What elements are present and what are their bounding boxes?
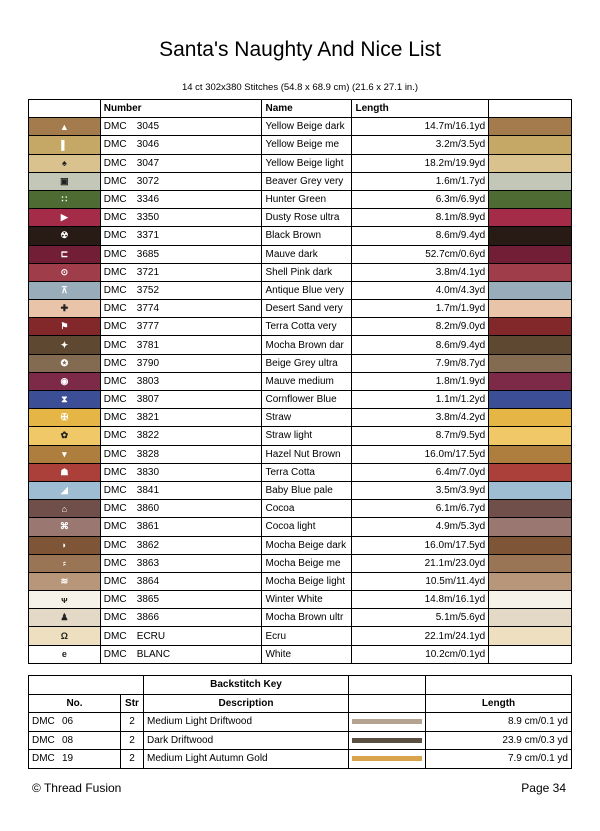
thread-brand: DMC [103, 448, 127, 460]
thread-length: 16.0m/17.5yd [352, 445, 489, 463]
backstitch-code: 06 [62, 716, 74, 728]
thread-number [100, 209, 262, 227]
thread-brand: DMC [103, 194, 127, 206]
thread-length: 52.7cm/0.6yd [352, 245, 489, 263]
backstitch-number [29, 713, 121, 732]
thread-symbol: Ω [29, 627, 101, 645]
thread-code: 3862 [136, 539, 160, 551]
thread-code: 3685 [136, 248, 160, 260]
thread-number [100, 281, 262, 299]
thread-row [29, 136, 572, 154]
swatch-column-header [489, 100, 572, 118]
thread-symbol: ☗ [29, 463, 101, 481]
thread-color-swatch [489, 572, 572, 590]
thread-color-swatch [489, 154, 572, 172]
thread-name: Cocoa light [262, 518, 352, 536]
thread-brand: DMC [103, 557, 127, 569]
thread-symbol: ◉ [29, 372, 101, 390]
thread-color-swatch [489, 609, 572, 627]
backstitch-line-sample [349, 713, 426, 732]
backstitch-brand: DMC [32, 716, 55, 728]
thread-symbol: ✦ [29, 336, 101, 354]
thread-row [29, 572, 572, 590]
thread-row [29, 172, 572, 190]
thread-name: Baby Blue pale [262, 481, 352, 499]
thread-row [29, 500, 572, 518]
thread-length: 1.6m/1.7yd [352, 172, 489, 190]
number-column-header: Number [100, 100, 262, 118]
backstitch-strands: 2 [121, 731, 144, 750]
backstitch-line-header [349, 694, 426, 713]
thread-row [29, 391, 572, 409]
thread-length: 6.4m/7.0yd [352, 463, 489, 481]
thread-brand: DMC [103, 612, 127, 624]
backstitch-strands: 2 [121, 713, 144, 732]
backstitch-description: Dark Driftwood [144, 731, 349, 750]
thread-brand: DMC [103, 648, 127, 660]
backstitch-strands: 2 [121, 750, 144, 769]
thread-row [29, 591, 572, 609]
thread-color-swatch [489, 136, 572, 154]
thread-row [29, 518, 572, 536]
thread-brand: DMC [103, 284, 127, 296]
backstitch-brand: DMC [32, 753, 55, 765]
thread-symbol: ⸗ [29, 554, 101, 572]
thread-code: 3371 [136, 230, 160, 242]
thread-name: Mocha Beige dark [262, 536, 352, 554]
backstitch-row [29, 731, 572, 750]
backstitch-brand: DMC [32, 734, 55, 746]
backstitch-line-sample [349, 750, 426, 769]
backstitch-title-spacer-left [29, 676, 144, 695]
name-column-header: Name [262, 100, 352, 118]
thread-length: 16.0m/17.5yd [352, 536, 489, 554]
thread-row [29, 554, 572, 572]
thread-symbol: ♟ [29, 609, 101, 627]
backstitch-description: Medium Light Autumn Gold [144, 750, 349, 769]
thread-color-swatch [489, 409, 572, 427]
backstitch-length-header: Length [426, 694, 572, 713]
thread-row [29, 481, 572, 499]
thread-brand: DMC [103, 412, 127, 424]
thread-length: 4.9m/5.3yd [352, 518, 489, 536]
backstitch-title-row [29, 676, 572, 695]
thread-color-swatch [489, 591, 572, 609]
thread-symbol: ▶ [29, 209, 101, 227]
thread-row [29, 445, 572, 463]
thread-brand: DMC [103, 485, 127, 497]
thread-symbol: ≋ [29, 572, 101, 590]
thread-number [100, 554, 262, 572]
backstitch-number [29, 750, 121, 769]
thread-symbol: ▣ [29, 172, 101, 190]
thread-length: 10.5m/11.4yd [352, 572, 489, 590]
thread-color-swatch [489, 245, 572, 263]
thread-number [100, 190, 262, 208]
thread-row [29, 245, 572, 263]
thread-symbol: ▾ [29, 445, 101, 463]
thread-name: Terra Cotta very [262, 318, 352, 336]
thread-code: 3346 [136, 194, 160, 206]
thread-name: Beaver Grey very [262, 172, 352, 190]
thread-length: 14.8m/16.1yd [352, 591, 489, 609]
thread-symbol: ᴪ [29, 591, 101, 609]
thread-row [29, 536, 572, 554]
thread-length: 3.8m/4.2yd [352, 409, 489, 427]
thread-row [29, 609, 572, 627]
backstitch-key-table [28, 675, 572, 769]
thread-symbol: ♠ [29, 154, 101, 172]
thread-number [100, 463, 262, 481]
thread-code: 3865 [136, 594, 160, 606]
thread-color-swatch [489, 391, 572, 409]
thread-number [100, 500, 262, 518]
thread-length: 14.7m/16.1yd [352, 118, 489, 136]
thread-code: BLANC [136, 648, 171, 660]
backstitch-code: 19 [62, 753, 74, 765]
thread-symbol: ✿ [29, 427, 101, 445]
thread-number [100, 518, 262, 536]
thread-number [100, 609, 262, 627]
thread-code: 3864 [136, 575, 160, 587]
backstitch-title-spacer-right [426, 676, 572, 695]
thread-brand: DMC [103, 175, 127, 187]
page-title: Santa's Naughty And Nice List [159, 38, 441, 61]
thread-color-swatch [489, 300, 572, 318]
thread-color-swatch [489, 554, 572, 572]
pattern-size-info: 14 ct 302x380 Stitches (54.8 x 68.9 cm) (21.6 x 27.1 in.) [181, 82, 419, 93]
thread-length: 1.7m/1.9yd [352, 300, 489, 318]
thread-symbol: ◗ [29, 536, 101, 554]
thread-brand: DMC [103, 266, 127, 278]
thread-symbol: ☢ [29, 227, 101, 245]
thread-length: 8.6m/9.4yd [352, 336, 489, 354]
thread-symbol: ⊼ [29, 281, 101, 299]
thread-code: 3830 [136, 466, 160, 478]
thread-length: 4.0m/4.3yd [352, 281, 489, 299]
thread-length: 8.6m/9.4yd [352, 227, 489, 245]
thread-symbol: ▲ [29, 118, 101, 136]
thread-color-swatch [489, 500, 572, 518]
thread-number [100, 372, 262, 390]
thread-symbol: ▌ [29, 136, 101, 154]
thread-length: 21.1m/23.0yd [352, 554, 489, 572]
thread-name: Mauve medium [262, 372, 352, 390]
thread-row [29, 336, 572, 354]
thread-symbol: ✠ [29, 409, 101, 427]
thread-color-table [28, 99, 572, 664]
thread-length: 8.2m/9.0yd [352, 318, 489, 336]
backstitch-number [29, 731, 121, 750]
thread-code: 3350 [136, 212, 160, 224]
thread-symbol: ✚ [29, 300, 101, 318]
thread-code: 3803 [136, 375, 160, 387]
thread-number [100, 391, 262, 409]
thread-number [100, 227, 262, 245]
thread-row [29, 281, 572, 299]
thread-symbol: ⌘ [29, 518, 101, 536]
backstitch-length: 7.9 cm/0.1 yd [426, 750, 572, 769]
thread-symbol: ∷ [29, 190, 101, 208]
thread-row [29, 463, 572, 481]
thread-brand: DMC [103, 139, 127, 151]
thread-number [100, 245, 262, 263]
thread-number [100, 300, 262, 318]
thread-brand: DMC [103, 594, 127, 606]
thread-color-swatch [489, 481, 572, 499]
thread-number [100, 445, 262, 463]
thread-code: 3752 [136, 284, 160, 296]
thread-length: 22.1m/24.1yd [352, 627, 489, 645]
thread-row [29, 300, 572, 318]
thread-number [100, 591, 262, 609]
thread-brand: DMC [103, 303, 127, 315]
thread-brand: DMC [103, 375, 127, 387]
thread-code: 3774 [136, 303, 160, 315]
thread-name: Ecru [262, 627, 352, 645]
thread-symbol: e [29, 645, 101, 663]
thread-table-header-row [29, 100, 572, 118]
thread-row [29, 627, 572, 645]
thread-code: 3866 [136, 612, 160, 624]
thread-color-swatch [489, 536, 572, 554]
backstitch-length: 8.9 cm/0.1 yd [426, 713, 572, 732]
thread-length: 1.1m/1.2yd [352, 391, 489, 409]
thread-code: 3721 [136, 266, 160, 278]
thread-number [100, 136, 262, 154]
thread-code: 3807 [136, 394, 160, 406]
thread-code: 3841 [136, 485, 160, 497]
thread-row [29, 190, 572, 208]
thread-name: Dusty Rose ultra [262, 209, 352, 227]
thread-code: 3046 [136, 139, 160, 151]
backstitch-code: 08 [62, 734, 74, 746]
thread-code: 3863 [136, 557, 160, 569]
thread-name: Mocha Brown ultr [262, 609, 352, 627]
thread-number [100, 427, 262, 445]
thread-name: Mauve dark [262, 245, 352, 263]
thread-length: 6.3m/6.9yd [352, 190, 489, 208]
thread-color-swatch [489, 318, 572, 336]
thread-number [100, 154, 262, 172]
thread-brand: DMC [103, 630, 127, 642]
backstitch-description: Medium Light Driftwood [144, 713, 349, 732]
thread-code: ECRU [136, 630, 166, 642]
backstitch-str-header: Str [121, 694, 144, 713]
thread-brand: DMC [103, 394, 127, 406]
backstitch-row [29, 750, 572, 769]
thread-number [100, 409, 262, 427]
thread-number [100, 263, 262, 281]
backstitch-key-title: Backstitch Key [144, 676, 349, 695]
thread-code: 3860 [136, 503, 160, 515]
thread-length: 3.2m/3.5yd [352, 136, 489, 154]
thread-symbol: ⊏ [29, 245, 101, 263]
thread-length: 5.1m/5.6yd [352, 609, 489, 627]
thread-code: 3861 [136, 521, 160, 533]
thread-brand: DMC [103, 212, 127, 224]
page-number: Page 34 [521, 781, 566, 795]
thread-number [100, 336, 262, 354]
thread-number [100, 354, 262, 372]
thread-row [29, 118, 572, 136]
thread-row [29, 372, 572, 390]
thread-code: 3781 [136, 339, 160, 351]
thread-color-swatch [489, 354, 572, 372]
thread-name: Terra Cotta [262, 463, 352, 481]
thread-brand: DMC [103, 521, 127, 533]
thread-color-swatch [489, 627, 572, 645]
thread-brand: DMC [103, 503, 127, 515]
thread-name: Yellow Beige me [262, 136, 352, 154]
thread-code: 3045 [136, 121, 160, 133]
thread-code: 3047 [136, 157, 160, 169]
thread-name: Beige Grey ultra [262, 354, 352, 372]
backstitch-line-swatch [352, 738, 422, 743]
thread-number [100, 172, 262, 190]
thread-brand: DMC [103, 321, 127, 333]
thread-length: 3.8m/4.1yd [352, 263, 489, 281]
thread-length: 10.2cm/0.1yd [352, 645, 489, 663]
thread-brand: DMC [103, 539, 127, 551]
thread-color-swatch [489, 427, 572, 445]
thread-name: Antique Blue very [262, 281, 352, 299]
backstitch-no-header: No. [29, 694, 121, 713]
thread-name: Shell Pink dark [262, 263, 352, 281]
thread-code: 3072 [136, 175, 160, 187]
thread-brand: DMC [103, 466, 127, 478]
thread-name: Cornflower Blue [262, 391, 352, 409]
thread-number [100, 572, 262, 590]
thread-color-swatch [489, 209, 572, 227]
thread-length: 6.1m/6.7yd [352, 500, 489, 518]
thread-brand: DMC [103, 230, 127, 242]
thread-name: Desert Sand very [262, 300, 352, 318]
thread-row [29, 227, 572, 245]
thread-name: White [262, 645, 352, 663]
thread-color-swatch [489, 463, 572, 481]
thread-row [29, 427, 572, 445]
thread-row [29, 263, 572, 281]
thread-name: Cocoa [262, 500, 352, 518]
thread-code: 3790 [136, 357, 160, 369]
backstitch-length: 23.9 cm/0.3 yd [426, 731, 572, 750]
thread-code: 3777 [136, 321, 160, 333]
thread-name: Hazel Nut Brown [262, 445, 352, 463]
thread-number [100, 481, 262, 499]
thread-name: Straw [262, 409, 352, 427]
thread-length: 8.7m/9.5yd [352, 427, 489, 445]
thread-name: Black Brown [262, 227, 352, 245]
backstitch-line-swatch [352, 719, 422, 724]
thread-row [29, 209, 572, 227]
thread-number [100, 536, 262, 554]
backstitch-header-row [29, 694, 572, 713]
backstitch-description-header: Description [144, 694, 349, 713]
thread-brand: DMC [103, 575, 127, 587]
thread-number [100, 318, 262, 336]
thread-row [29, 354, 572, 372]
thread-color-swatch [489, 281, 572, 299]
thread-color-swatch [489, 227, 572, 245]
thread-brand: DMC [103, 339, 127, 351]
copyright-text: © Thread Fusion [32, 781, 122, 795]
thread-name: Straw light [262, 427, 352, 445]
thread-color-swatch [489, 118, 572, 136]
thread-length: 3.5m/3.9yd [352, 481, 489, 499]
backstitch-row [29, 713, 572, 732]
thread-color-swatch [489, 190, 572, 208]
thread-length: 1.8m/1.9yd [352, 372, 489, 390]
thread-number [100, 627, 262, 645]
thread-number [100, 118, 262, 136]
thread-symbol: ⊙ [29, 263, 101, 281]
thread-row [29, 318, 572, 336]
thread-color-swatch [489, 445, 572, 463]
thread-length: 7.9m/8.7yd [352, 354, 489, 372]
thread-code: 3822 [136, 430, 160, 442]
thread-number [100, 645, 262, 663]
thread-code: 3821 [136, 412, 160, 424]
thread-brand: DMC [103, 157, 127, 169]
thread-length: 8.1m/8.9yd [352, 209, 489, 227]
thread-name: Mocha Beige me [262, 554, 352, 572]
thread-name: Winter White [262, 591, 352, 609]
length-column-header: Length [352, 100, 489, 118]
thread-color-swatch [489, 518, 572, 536]
thread-name: Yellow Beige dark [262, 118, 352, 136]
thread-symbol: ✪ [29, 354, 101, 372]
thread-symbol: ⧗ [29, 391, 101, 409]
thread-color-swatch [489, 263, 572, 281]
thread-brand: DMC [103, 121, 127, 133]
thread-brand: DMC [103, 430, 127, 442]
thread-symbol: ⚑ [29, 318, 101, 336]
thread-brand: DMC [103, 357, 127, 369]
thread-name: Mocha Brown dar [262, 336, 352, 354]
thread-row [29, 154, 572, 172]
thread-color-swatch [489, 645, 572, 663]
thread-name: Hunter Green [262, 190, 352, 208]
backstitch-line-swatch [352, 756, 422, 761]
backstitch-line-sample [349, 731, 426, 750]
thread-color-swatch [489, 172, 572, 190]
thread-code: 3828 [136, 448, 160, 460]
thread-name: Yellow Beige light [262, 154, 352, 172]
thread-symbol: ⌂ [29, 500, 101, 518]
thread-brand: DMC [103, 248, 127, 260]
backstitch-title-spacer-mid [349, 676, 426, 695]
symbol-column-header [29, 100, 101, 118]
thread-color-swatch [489, 372, 572, 390]
thread-name: Mocha Beige light [262, 572, 352, 590]
thread-row [29, 409, 572, 427]
thread-row [29, 645, 572, 663]
thread-symbol: ◢ [29, 481, 101, 499]
thread-length: 18.2m/19.9yd [352, 154, 489, 172]
thread-color-swatch [489, 336, 572, 354]
